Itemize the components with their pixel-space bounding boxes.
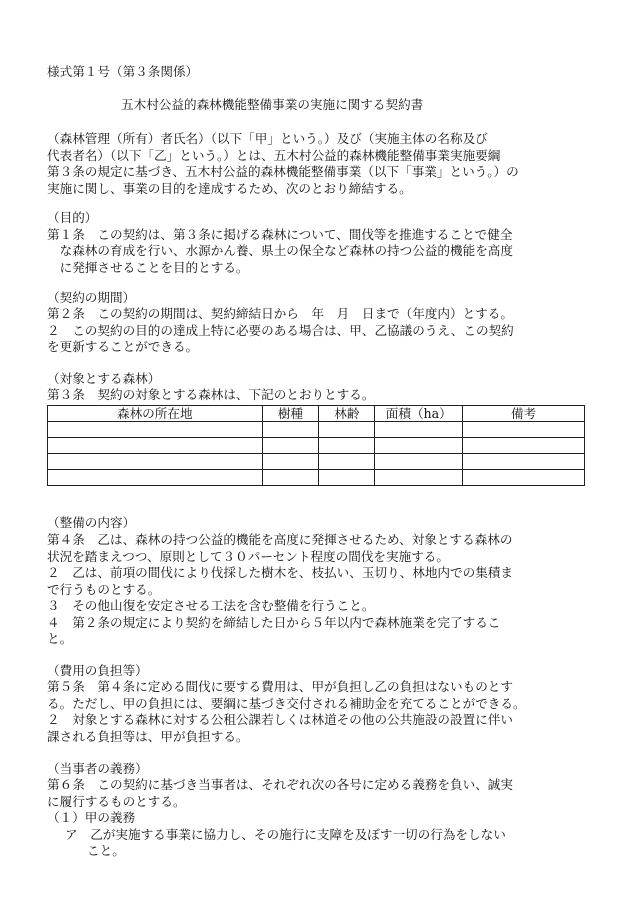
table-cell[interactable]	[48, 438, 263, 454]
table-cell[interactable]	[375, 438, 463, 454]
article-line: に履行するものとする。	[47, 794, 186, 809]
article-line: 課される負担等は、甲が負担する。	[47, 729, 249, 744]
article-line: に発揮させることを目的とする。	[47, 260, 249, 275]
column-header: 面積（ha）	[375, 406, 463, 422]
article-line: ４ 第２条の規定により契約を締結した日から５年以内で森林施業を完了するこ	[47, 615, 501, 630]
table-row	[48, 438, 585, 454]
table-cell[interactable]	[262, 422, 319, 438]
section-heading: （目的）	[47, 210, 98, 225]
table-cell[interactable]	[262, 438, 319, 454]
article-line: ２ この契約の目的の達成上特に必要のある場合は、甲、乙協議のうえ、この契約	[47, 323, 514, 338]
table-cell[interactable]	[375, 422, 463, 438]
article-line: を更新することができる。	[47, 339, 199, 354]
document-title: 五木村公益的森林機能整備事業の実施に関する契約書	[121, 97, 424, 112]
section-heading: （契約の期間）	[47, 290, 136, 305]
article-line: 状況を踏まえつつ、原則として３０パーセント程度の間伐を実施する。	[47, 549, 449, 564]
table-cell[interactable]	[375, 454, 463, 470]
article-line: 第２条 この契約の期間は、契約締結日から 年 月 日まで（年度内）とする。	[47, 306, 513, 321]
table-cell[interactable]	[319, 438, 375, 454]
sub-item-line: こと。	[87, 843, 125, 858]
table-cell[interactable]	[48, 422, 263, 438]
article-line: 第１条 この契約は、第３条に掲げる森林について、間伐等を推進することで健全	[47, 227, 513, 242]
section-heading: （費用の負担等）	[47, 663, 148, 678]
table-header-row	[48, 406, 585, 422]
column-header: 林齢	[319, 406, 375, 422]
table-row	[48, 454, 585, 470]
table-cell[interactable]	[463, 438, 585, 454]
article-line: と。	[47, 631, 73, 646]
column-header: 森林の所在地	[48, 406, 263, 422]
intro-line: （森林管理（所有）者氏名）（以下「甲」という。）及び（実施主体の名称及び	[47, 131, 488, 146]
table-cell[interactable]	[319, 422, 375, 438]
section-heading: （当事者の義務）	[47, 761, 148, 776]
table-cell[interactable]	[319, 454, 375, 470]
intro-line: 第３条の規定に基づき、五木村公益的森林機能整備事業（以下「事業」という。）の	[47, 164, 519, 179]
column-header: 樹種	[262, 406, 319, 422]
table-cell[interactable]	[48, 454, 263, 470]
forest-table	[47, 405, 585, 486]
table-cell[interactable]	[463, 454, 585, 470]
section-heading: （整備の内容）	[47, 515, 136, 530]
table-cell[interactable]	[262, 454, 319, 470]
item-heading: （１）甲の義務	[47, 810, 136, 825]
table-row	[48, 422, 585, 438]
article-line: 第５条 第４条に定める間伐に要する費用は、甲が負担し乙の負担はないものとす	[47, 679, 513, 694]
article-line: で行うものとする。	[47, 582, 161, 597]
table-cell[interactable]	[375, 470, 463, 486]
article-line: ３ その他山復を安定させる工法を含む整備を行うこと。	[47, 598, 375, 613]
table-cell[interactable]	[48, 470, 263, 486]
intro-line: 実施に関し、事業の目的を達成するため、次のとおり締結する。	[47, 181, 412, 196]
article-line: 第３条 契約の対象とする森林は、下記のとおりとする。	[47, 387, 375, 402]
section-heading: （対象とする森林）	[47, 371, 161, 386]
table-row	[48, 470, 585, 486]
article-line: 第４条 乙は、森林の持つ公益的機能を高度に発揮させるため、対象とする森林の	[47, 532, 513, 547]
table-cell[interactable]	[262, 470, 319, 486]
table-cell[interactable]	[463, 470, 585, 486]
article-line: る。ただし、甲の負担には、要綱に基づき交付される補助金を充てることができる。	[47, 696, 526, 711]
article-line: ２ 乙は、前項の間伐により伐採した樹木を、枝払い、玉切り、林地内での集積ま	[47, 565, 513, 580]
sub-item-line: ア 乙が実施する事業に協力し、その施行に支障を及ぼす一切の行為をしない	[65, 827, 506, 842]
form-number: 様式第１号（第３条関係）	[47, 64, 199, 79]
table-cell[interactable]	[319, 470, 375, 486]
article-line: 第６条 この契約に基づき当事者は、それぞれ次の各号に定める義務を負い、誠実	[47, 777, 513, 792]
table-cell[interactable]	[463, 422, 585, 438]
intro-line: 代表者名）（以下「乙」という。）とは、五木村公益的森林機能整備事業実施要綱	[47, 148, 501, 163]
article-line: ２ 対象とする森林に対する公租公課若しくは林道その他の公共施設の設置に伴い	[47, 712, 513, 727]
column-header: 備考	[463, 406, 585, 422]
article-line: な森林の育成を行い、水源かん養、県土の保全など森林の持つ公益的機能を高度	[47, 243, 513, 258]
